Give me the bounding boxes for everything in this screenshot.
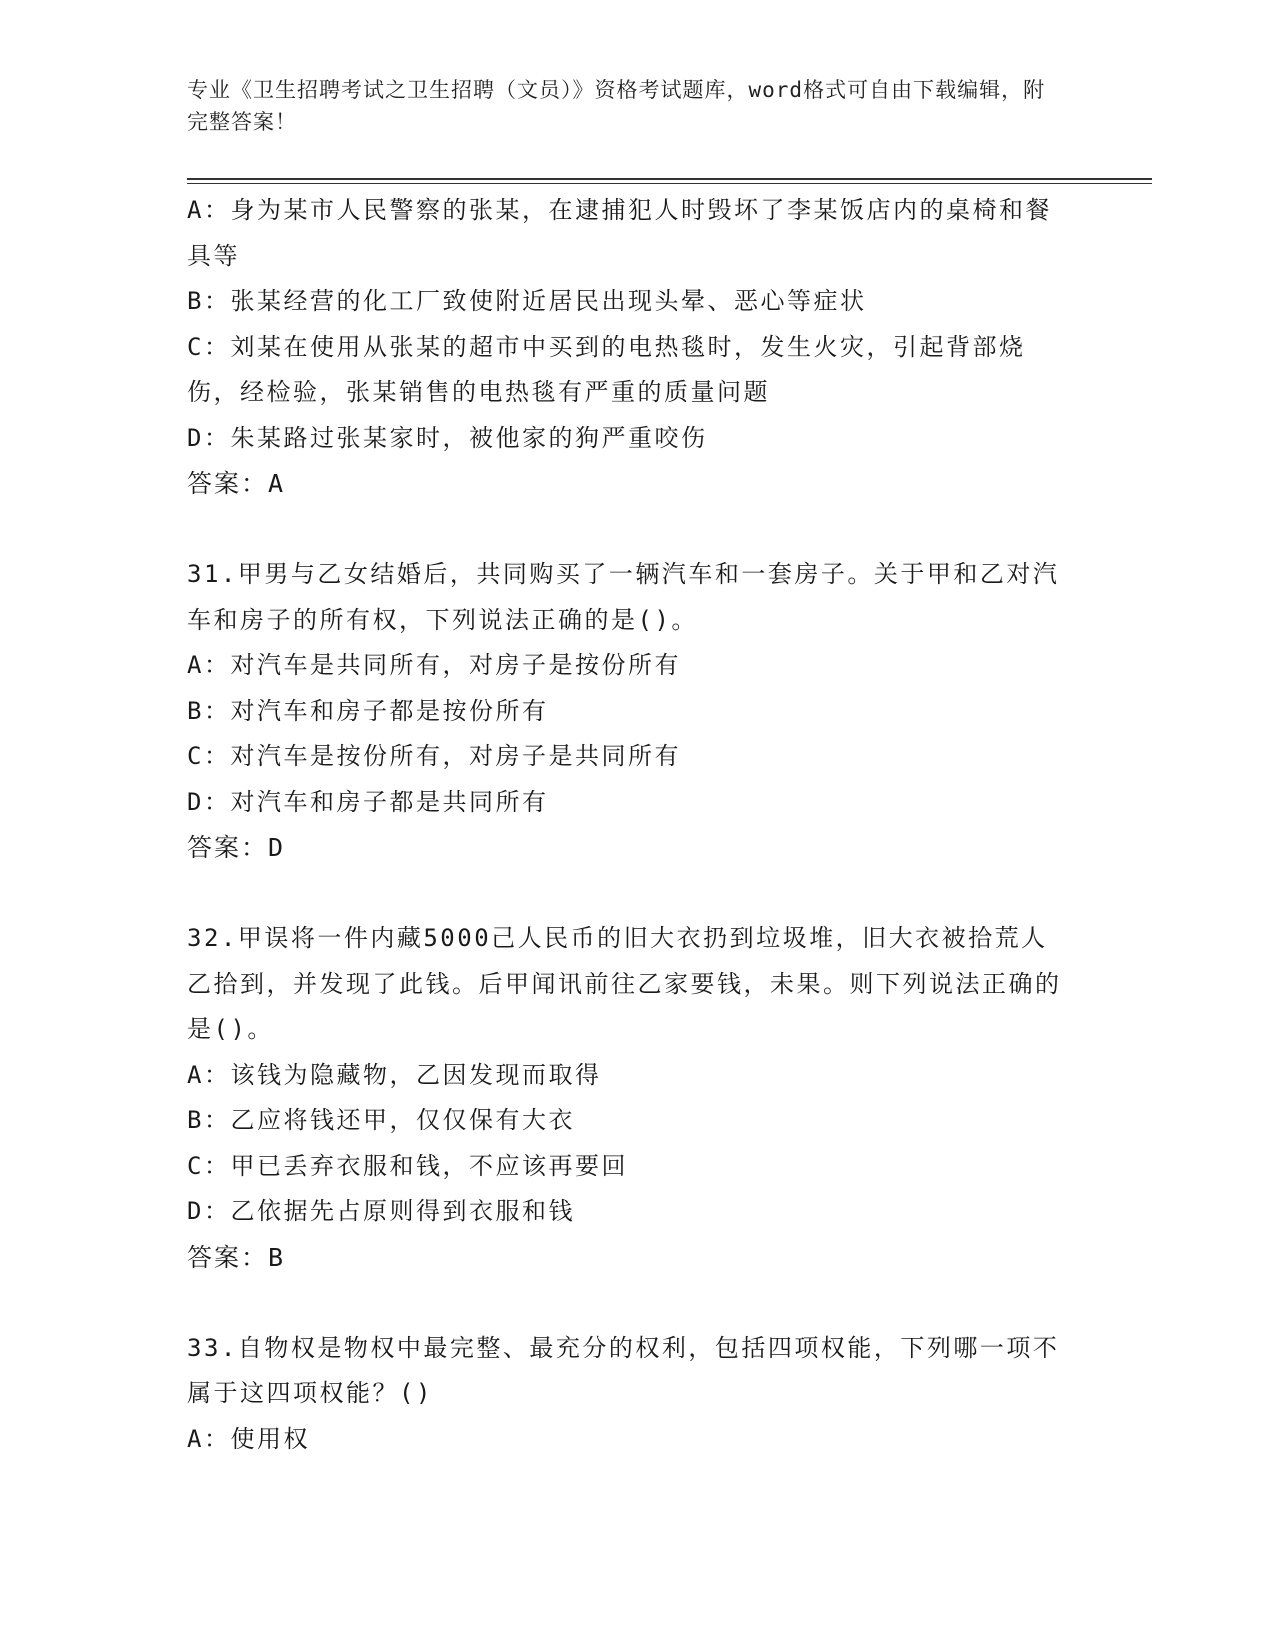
option-a: A：该钱为隐藏物，乙因发现而取得 [187,1060,602,1089]
option-d: D：对汽车和房子都是共同所有 [187,787,549,816]
question-stem: 33.自物权是物权中最完整、最充分的权利，包括四项权能，下列哪一项不属于这四项权能？() [187,1333,1060,1407]
option-d: D：乙依据先占原则得到衣服和钱 [187,1197,575,1225]
answer-value: D [268,833,286,862]
option-c: C：对汽车是按份所有，对房子是共同所有 [187,742,681,770]
question-block-33 [187,1326,1067,1463]
option-c: C：甲已丢弃衣服和钱，不应该再要回 [187,1151,628,1180]
question-block-32 [187,916,1067,1280]
spacer [187,507,1067,553]
header-rule-thick [187,178,1152,180]
option-a: A：身为某市人民警察的张某，在逮捕犯人时毁坏了李某饭店内的桌椅和餐具等 [187,196,1052,270]
option-c: C：刘某在使用从张某的超市中买到的电热毯时，发生火灾，引起背部烧伤，经检验，张某销售的电热毯有严重的质量问题 [187,332,1026,406]
option-a: A：使用权 [187,1424,310,1453]
option-d: D：朱某路过张某家时，被他家的狗严重咬伤 [187,423,708,452]
answer-label: 答案： [187,1242,269,1272]
answer-label: 答案： [187,469,269,498]
header-rule-thin [187,183,1152,184]
spacer [187,1280,1067,1326]
option-b: B：乙应将钱还甲，仅仅保有大衣 [187,1106,575,1134]
document-body [187,188,1067,1462]
option-b: B：对汽车和房子都是按份所有 [187,696,549,725]
answer-line [187,1235,1067,1281]
document-header: 专业《卫生招聘考试之卫生招聘（文员）》资格考试题库，word格式可自由下载编辑，附完整答案！ [187,78,1046,134]
question-stem: 32.甲误将一件内藏5000己人民币的旧大衣扔到垃圾堆，旧大衣被拾荒人乙拾到，并发现了此钱。后甲闻讯前往乙家要钱，未果。则下列说法正确的是()。 [187,924,1062,1043]
answer-line [187,461,1067,507]
option-a: A：对汽车是共同所有，对房子是按份所有 [187,651,681,679]
option-b: B：张某经营的化工厂致使附近居民出现头晕、恶心等症状 [187,287,867,315]
answer-line [187,825,1067,871]
answer-label: 答案： [187,833,269,862]
answer-value: B [268,1242,286,1272]
answer-value: A [268,469,286,498]
question-block-31 [187,552,1067,871]
question-stem: 31.甲男与乙女结婚后，共同购买了一辆汽车和一套房子。关于甲和乙对汽车和房子的所有权，下列说法正确的是()。 [187,560,1060,634]
spacer [187,871,1067,917]
question-block-prev [187,188,1067,507]
